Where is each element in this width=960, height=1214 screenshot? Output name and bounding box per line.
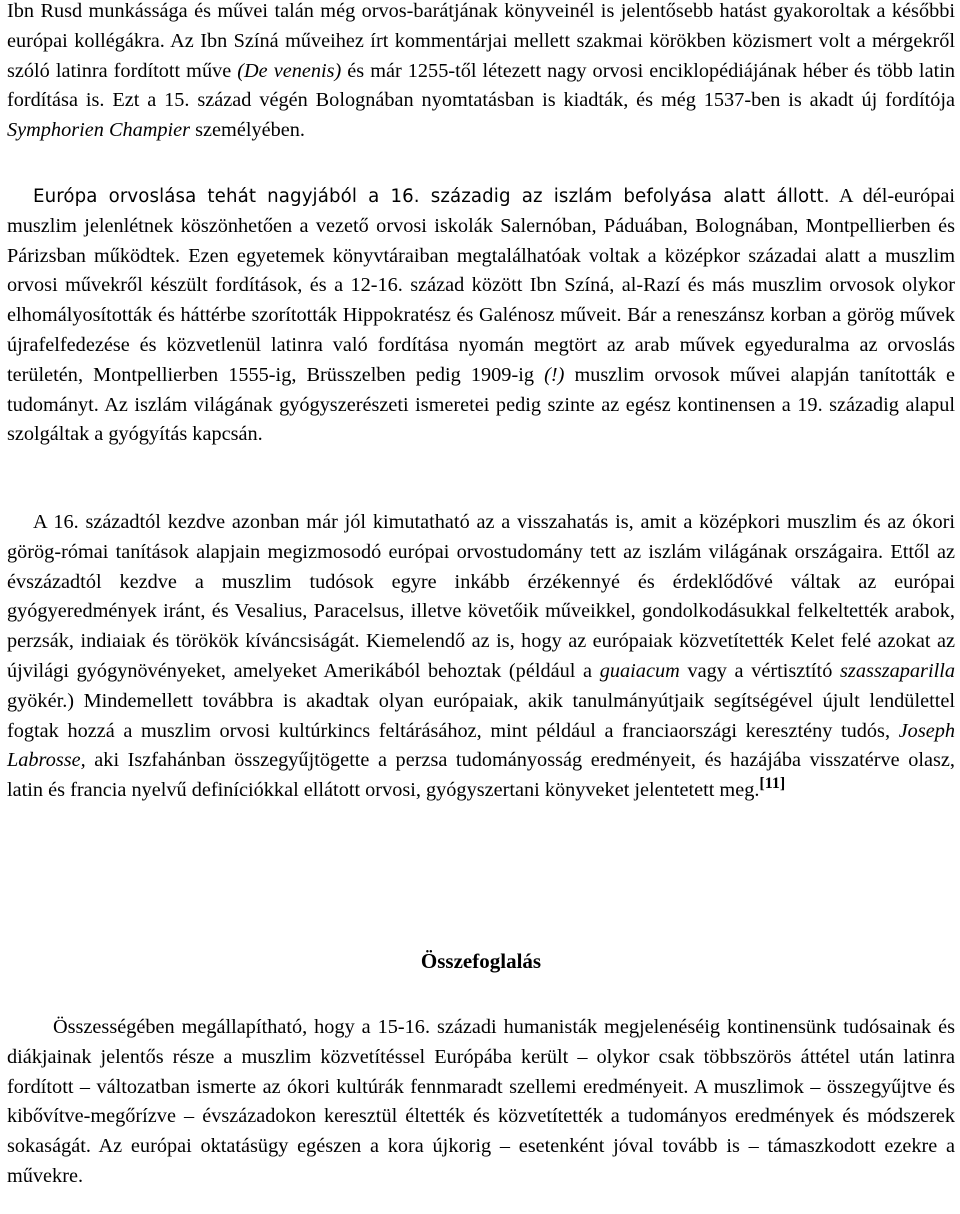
italic-title: (De venenis) [237,59,342,82]
text-run: és már 1255-től létezett nagy orvosi enciklopédiájának héber és több latin fordítása is. Ezt a 15. század végén Bolognában nyomtatásban is kiadták, és még 1537-ben is akadt új fordítója [7,59,955,112]
section-heading: Összefoglalás [420,949,542,973]
italic-plant-szasszaparilla: szasszaparilla [840,659,955,682]
text-run: Ibn Rusd munkássága és művei talán még orvos-barátjának könyveinél is jelentősebb hatást gyakoroltak a későbbi európai kollégákra. Az Ibn Színá műveihez írt kommentárjai mellett szakmai körökben közismert volt a mérgekről szóló latinra fordított műve [7,0,955,82]
paragraph-ibn-rusd [7,0,955,146]
footnote-reference[interactable]: [11] [759,775,786,793]
text-run: muszlim orvosok művei alapján tanították e tudományt. Az iszlám világának gyógyszerészeti ismeretei pedig szinte az egész kontinensen a 19. századig alapul szolgáltak a gyógyítás kapcsán. [7,363,956,446]
italic-exclamation: (!) [544,363,565,386]
text-run: aki Iszfahánban összegyűjtögette a perzsa tudományosság eredményeit, és hazájába visszatérve olasz, latin és francia nyelvű definíciókkal ellátott orvosi, gyógyszertani könyveket jelentetett meg. [7,749,955,802]
text-run: gyökér.) Mindemellett továbbra is akadtak olyan európaiak, akik tanulmányútjaik segítségével újult lendülettel fogtak hozzá a muszlim orvosi kultúrkincs feltárásához, mint például a franciaországi keresztény tudós, [7,689,955,742]
italic-name-labrosse: Joseph Labrosse, [7,719,955,772]
paragraph-summary [7,1013,955,1192]
text-run: A dél-európai muszlim jelenlétnek köszönhetően a vezető orvosi iskolák Salernóban, Páduában, Bolognában, Montpellierben és Párizsban működtek. Ezen egyetemek könyvtáraiban megtalálhatóak voltak a középkor századai alatt a muszlim orvosi művekről készült fordítások, és a 12-16. század között Ibn Színá, al-Razí és más muszlim orvosok olykor elhomályosították és háttérbe szorították Hippokratész és Galénosz műveit. Bár a reneszánsz korban a görög művek újrafelfedezése és közvetlenül latinra való fordítása nyomán megtört az arab művek egyeduralma az orvoslás területén, Montpellierben 1555-ig, Brüsszelben pedig 1909-ig [7,185,955,386]
paragraph-europe-medicine [7,182,955,450]
text-run-sans: Európa orvoslása tehát nagyjából a 16. századig az iszlám befolyása alatt állott. [33,186,830,207]
italic-name: Symphorien Champier [7,119,191,142]
text-run: vagy a vértisztító [687,659,833,682]
paragraph-16th-century [7,508,955,806]
text-run: A 16. századtól kezdve azonban már jól kimutatható az a visszahatás is, amit a középkori muszlim és az ókori görög-római tanítások alapjain megizmosodó európai orvostudomány tett az iszlám világának országaira. Ettől az évszázadtól kezdve a muszlim tudósok egyre inkább érzékennyé és érdeklődővé váltak az európai gyógyeredmények iránt, és Vesalius, Paracelsus, illetve követőik műveikkel, gondolkodásukkal felkeltették arabok, perzsák, indiaiak és törökök kíváncsiságát. Kiemelendő az is, hogy az európaiak közvetítették Kelet felé azokat az újvilági gyógynövényeket, amelyeket Amerikából behoztak (például a [7,511,955,682]
text-run: Összességében megállapítható, hogy a 15-16. századi humanisták megjelenéséig kontinensünk tudósainak és diákjainak jelentős része a muszlim közvetítéssel Európába került – olykor csak többszörös áttétel után latinra fordított – változatban ismerte az ókori kultúrák fennmaradt szellemi eredményeit. A muszlimok – összegyűjtve és kibővítve-megőrízve – évszázadokon keresztül éltették és közvetítették a tudományos eredmények és módszerek sokaságát. Az európai oktatásügy egészen a kora újkorig – esetenként jóval tovább is – támaszkodott ezekre a művekre. [7,1016,955,1187]
italic-plant-guaiacum: guaiacum [599,659,680,682]
text-run: személyében. [195,119,305,142]
